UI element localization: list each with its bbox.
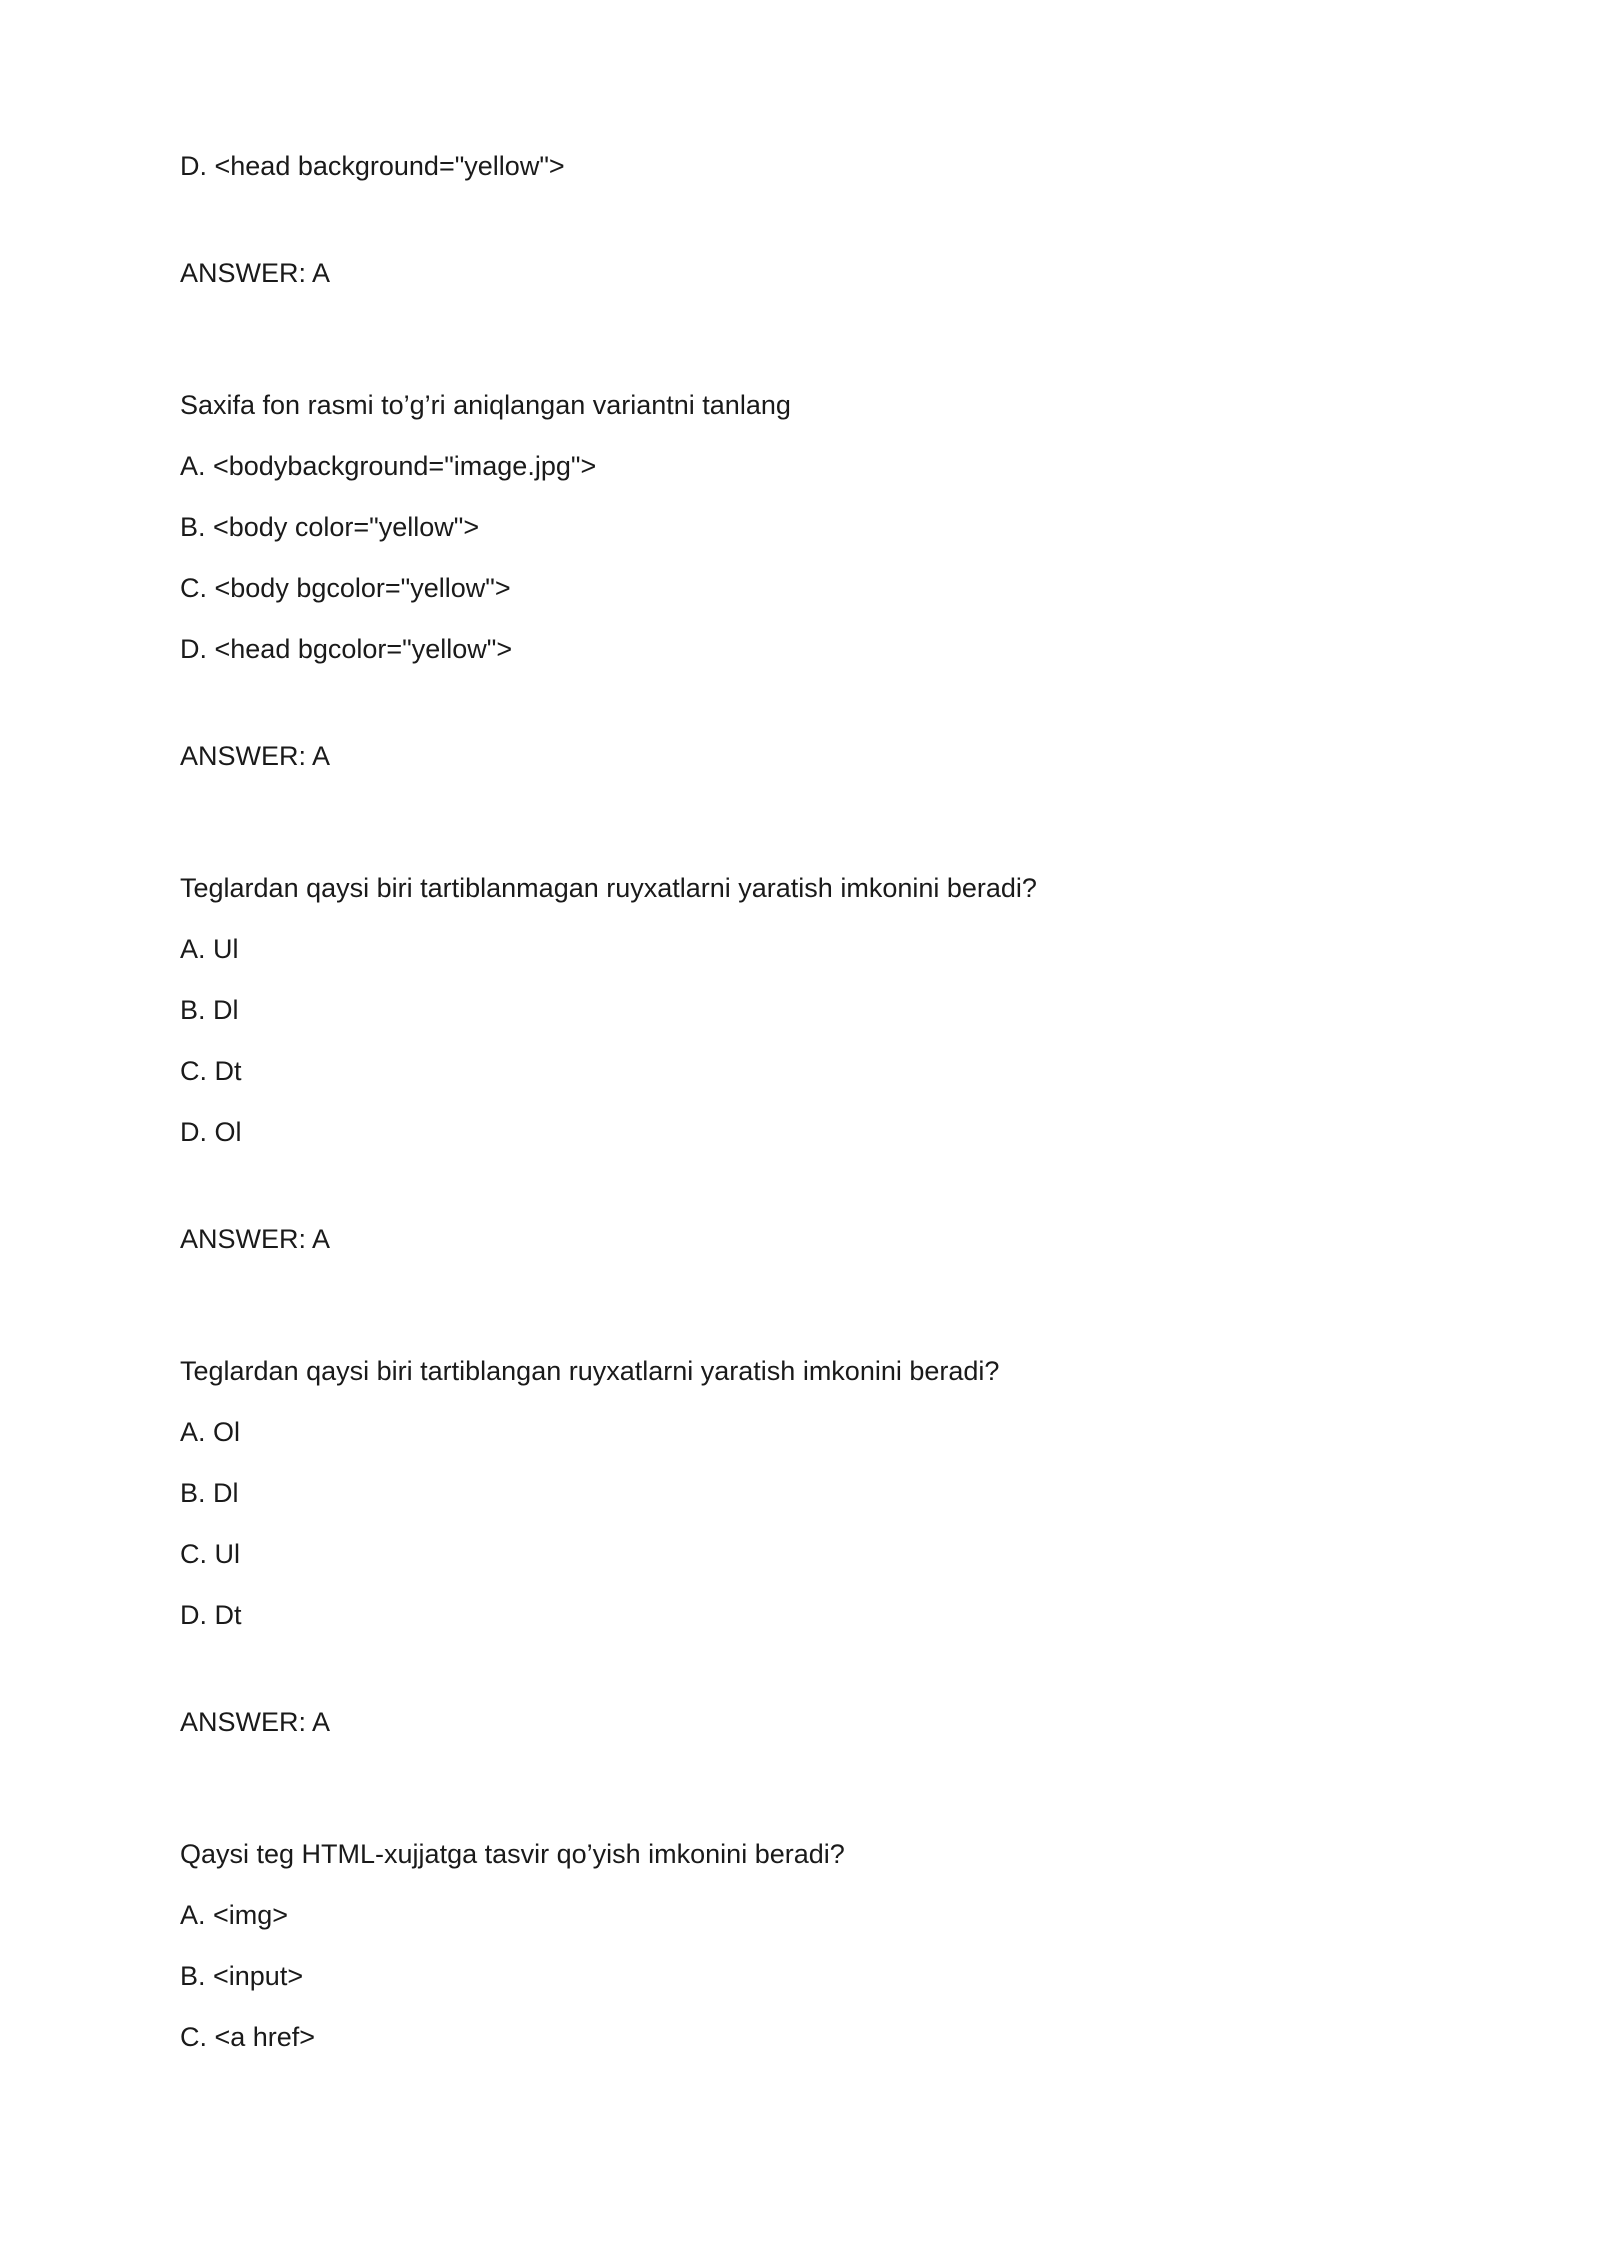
option-b: B. Dl bbox=[180, 995, 239, 1025]
document-content bbox=[180, 148, 1440, 2080]
option-d: D. Ol bbox=[180, 1117, 242, 1147]
option-a: A. <bodybackground="image.jpg"> bbox=[180, 451, 597, 481]
option-b: B. <input> bbox=[180, 1961, 304, 1991]
option-d: D. Dt bbox=[180, 1600, 242, 1630]
answer-line: ANSWER: A bbox=[180, 258, 331, 288]
option-c: C. <body bgcolor="yellow"> bbox=[180, 573, 511, 603]
option-b: B. Dl bbox=[180, 1478, 239, 1508]
question-text: Qaysi teg HTML-xujjatga tasvir qo’yish imkonini beradi? bbox=[180, 1839, 845, 1869]
option-b: B. <body color="yellow"> bbox=[180, 512, 480, 542]
option-d: D. <head background="yellow"> bbox=[180, 151, 565, 181]
question-text: Teglardan qaysi biri tartiblanmagan ruyxatlarni yaratish imkonini beradi? bbox=[180, 873, 1037, 903]
answer-line: ANSWER: A bbox=[180, 1224, 331, 1254]
answer-line: ANSWER: A bbox=[180, 1707, 331, 1737]
question-text: Saxifa fon rasmi to’g’ri aniqlangan variantni tanlang bbox=[180, 390, 791, 420]
option-c: C. Dt bbox=[180, 1056, 242, 1086]
option-c: C. <a href> bbox=[180, 2022, 316, 2052]
option-c: C. Ul bbox=[180, 1539, 240, 1569]
question-text: Teglardan qaysi biri tartiblangan ruyxatlarni yaratish imkonini beradi? bbox=[180, 1356, 1000, 1386]
option-a: A. <img> bbox=[180, 1900, 289, 1930]
option-d: D. <head bgcolor="yellow"> bbox=[180, 634, 513, 664]
option-a: A. Ol bbox=[180, 1417, 241, 1447]
answer-line: ANSWER: A bbox=[180, 741, 331, 771]
option-a: A. Ul bbox=[180, 934, 239, 964]
